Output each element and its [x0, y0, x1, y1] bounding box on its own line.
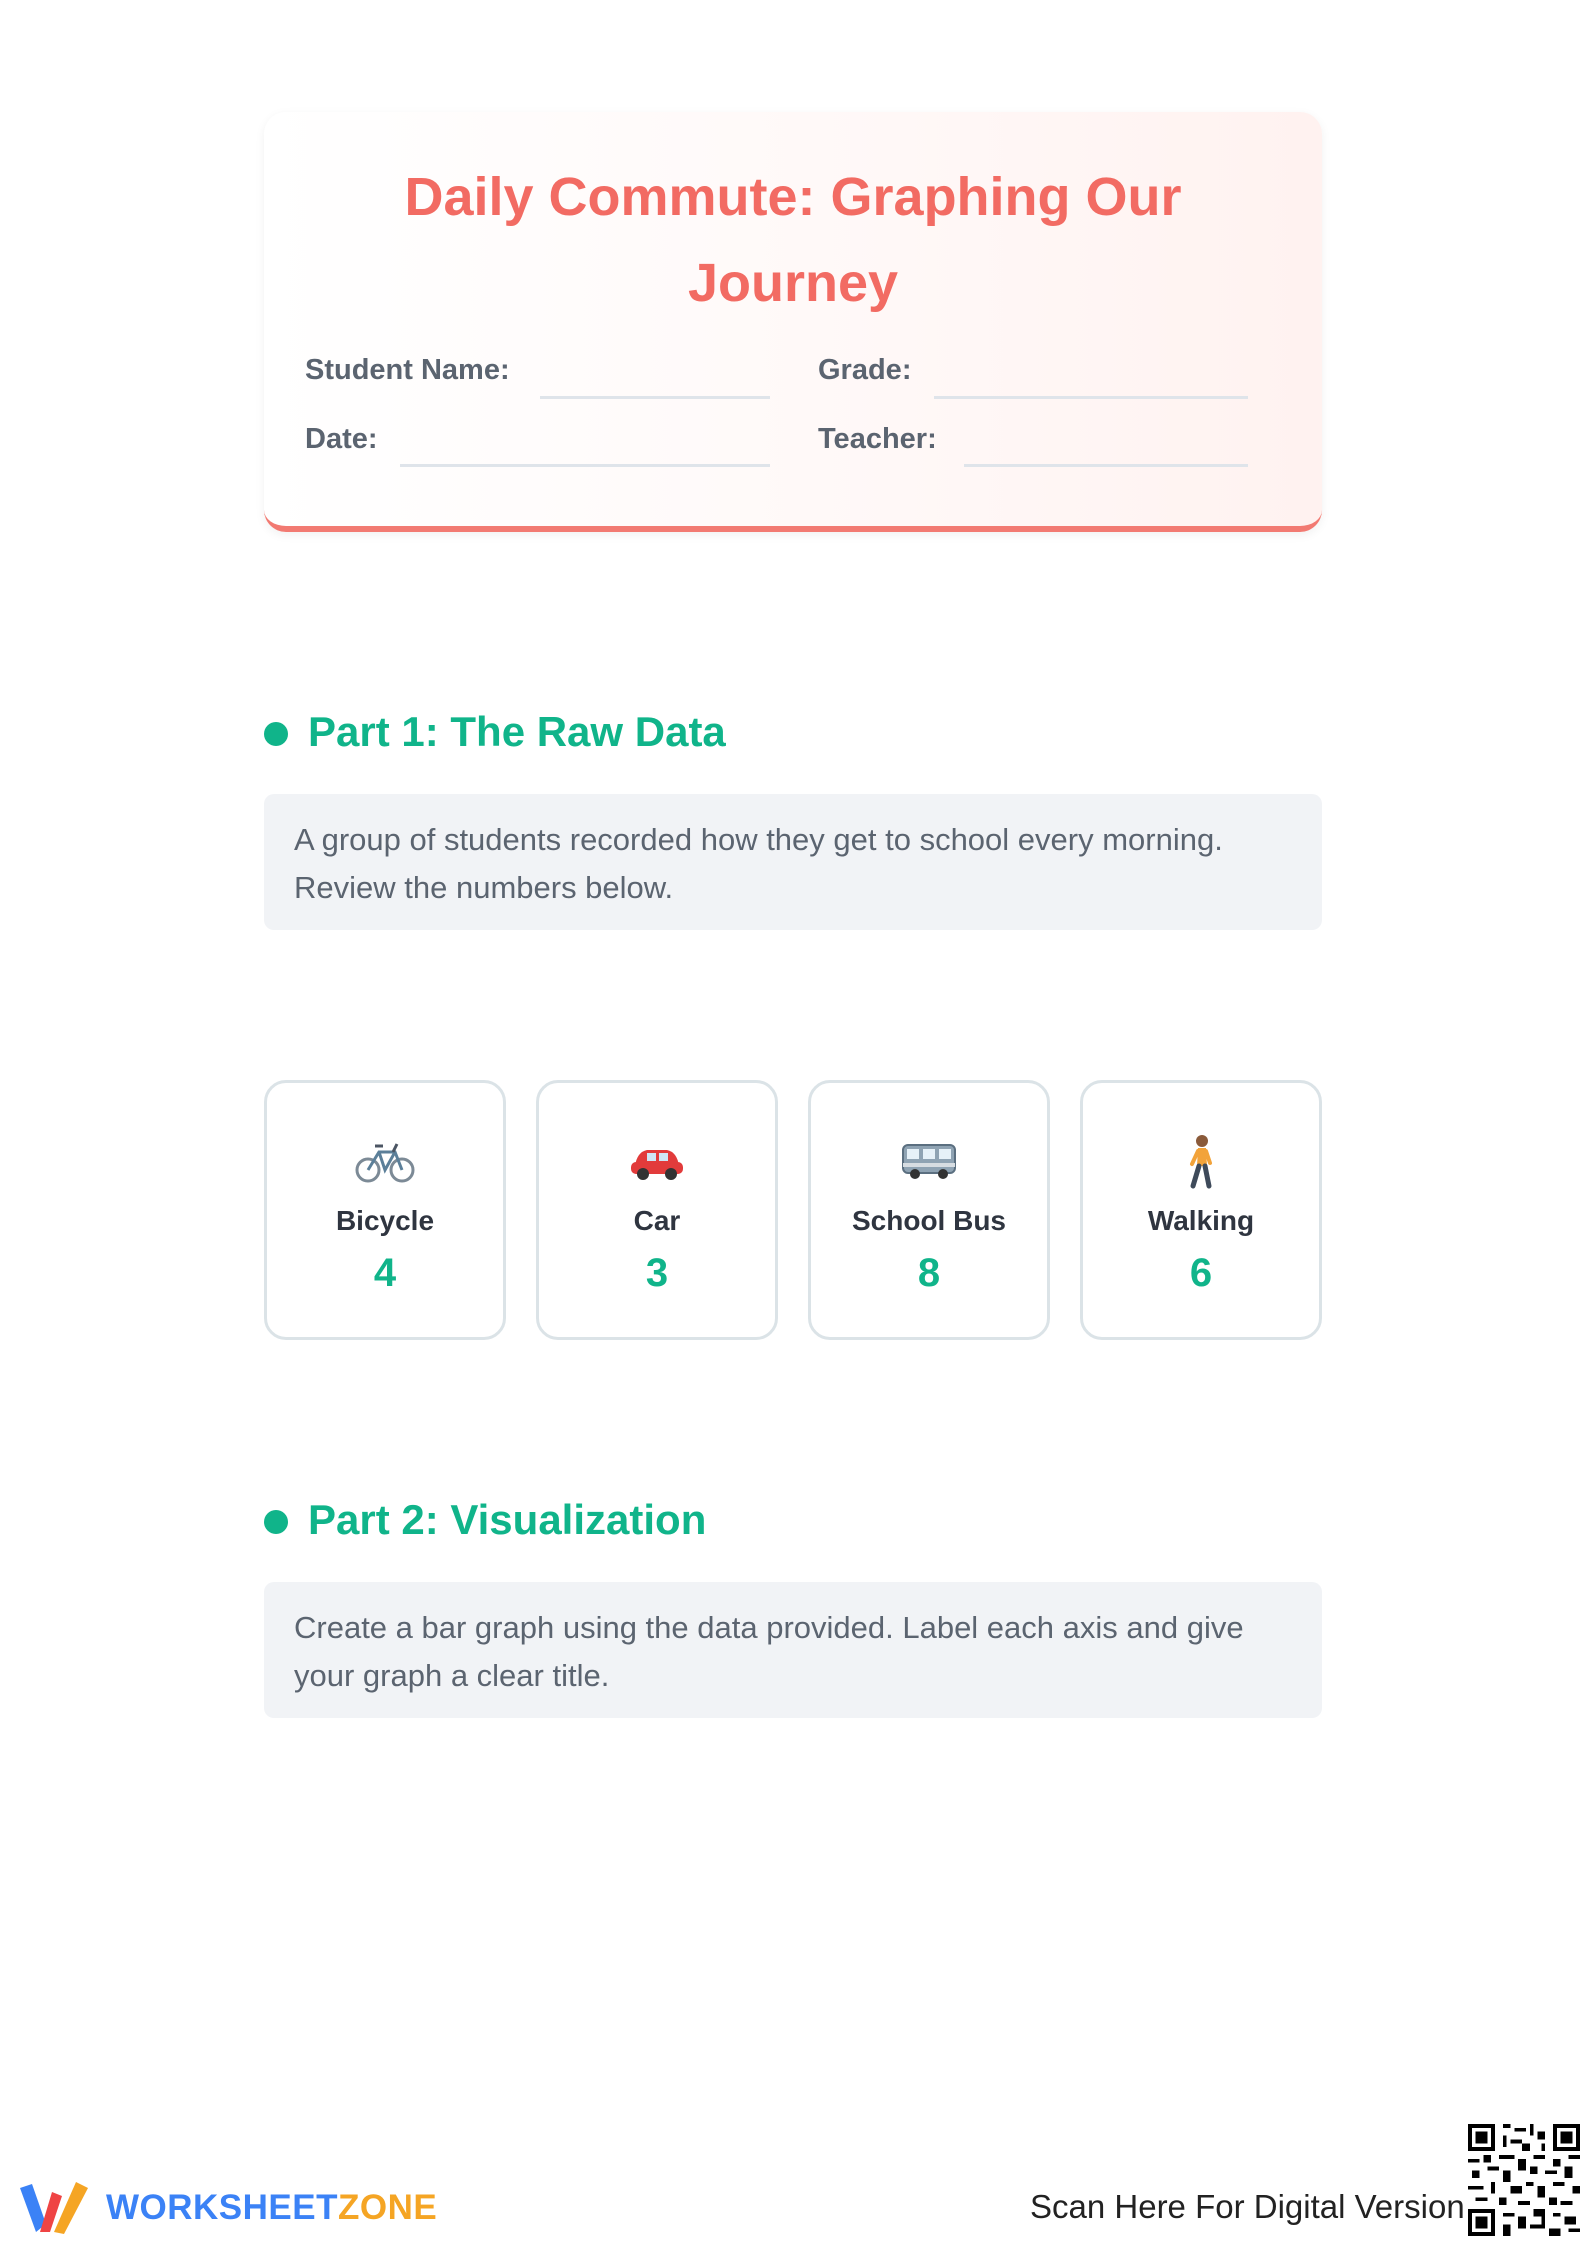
part2-title: Part 2: Visualization — [308, 1496, 707, 1543]
bullet-dot-icon — [264, 1510, 288, 1534]
part1-instructions: A group of students recorded how they get to school every morning. Review the numbers below. — [264, 794, 1322, 930]
data-card-school-bus — [808, 1080, 1050, 1340]
card-label-bicycle: Bicycle — [335, 1205, 435, 1236]
bicycle-icon — [267, 1127, 503, 1197]
card-value-school-bus: 8 — [917, 1251, 941, 1295]
data-card-walking — [1080, 1080, 1322, 1340]
card-label-school-bus: School Bus — [851, 1205, 1006, 1236]
student-name-label: Student Name: — [305, 354, 510, 386]
part1-title: Part 1: The Raw Data — [308, 708, 726, 755]
card-label-walking: Walking — [1147, 1205, 1255, 1236]
teacher-input-line[interactable] — [964, 464, 1248, 467]
header-card — [264, 112, 1322, 532]
student-name-input-line[interactable] — [540, 396, 770, 399]
car-icon — [539, 1127, 775, 1197]
data-card-car — [536, 1080, 778, 1340]
grade-input-line[interactable] — [934, 396, 1248, 399]
date-label: Date: — [305, 423, 378, 455]
card-value-walking: 6 — [1189, 1251, 1213, 1295]
qr-code-icon[interactable] — [1468, 2124, 1580, 2236]
scan-text: Scan Here For Digital Version — [1030, 2188, 1465, 2225]
bullet-dot-icon — [264, 722, 288, 746]
part2-instructions: Create a bar graph using the data provided. Label each axis and give your graph a clear title. — [264, 1582, 1322, 1718]
brand-name-part1: WORKSHEET — [106, 2188, 338, 2227]
title-line-1: Daily Commute: Graphing Our — [404, 167, 1182, 227]
card-value-bicycle: 4 — [373, 1251, 397, 1295]
card-label-car: Car — [633, 1205, 681, 1236]
date-input-line[interactable] — [400, 464, 770, 467]
worksheet-title — [264, 154, 1322, 326]
bus-icon — [811, 1127, 1047, 1197]
walking-person-icon — [1083, 1127, 1319, 1197]
brand-name — [106, 2188, 437, 2228]
worksheetzone-logo-icon — [18, 2180, 92, 2236]
grade-label: Grade: — [818, 354, 912, 386]
teacher-label: Teacher: — [818, 423, 937, 455]
brand-name-part2: ZONE — [338, 2188, 438, 2227]
card-value-car: 3 — [645, 1251, 669, 1295]
data-card-bicycle — [264, 1080, 506, 1340]
title-line-2: Journey — [687, 253, 899, 313]
